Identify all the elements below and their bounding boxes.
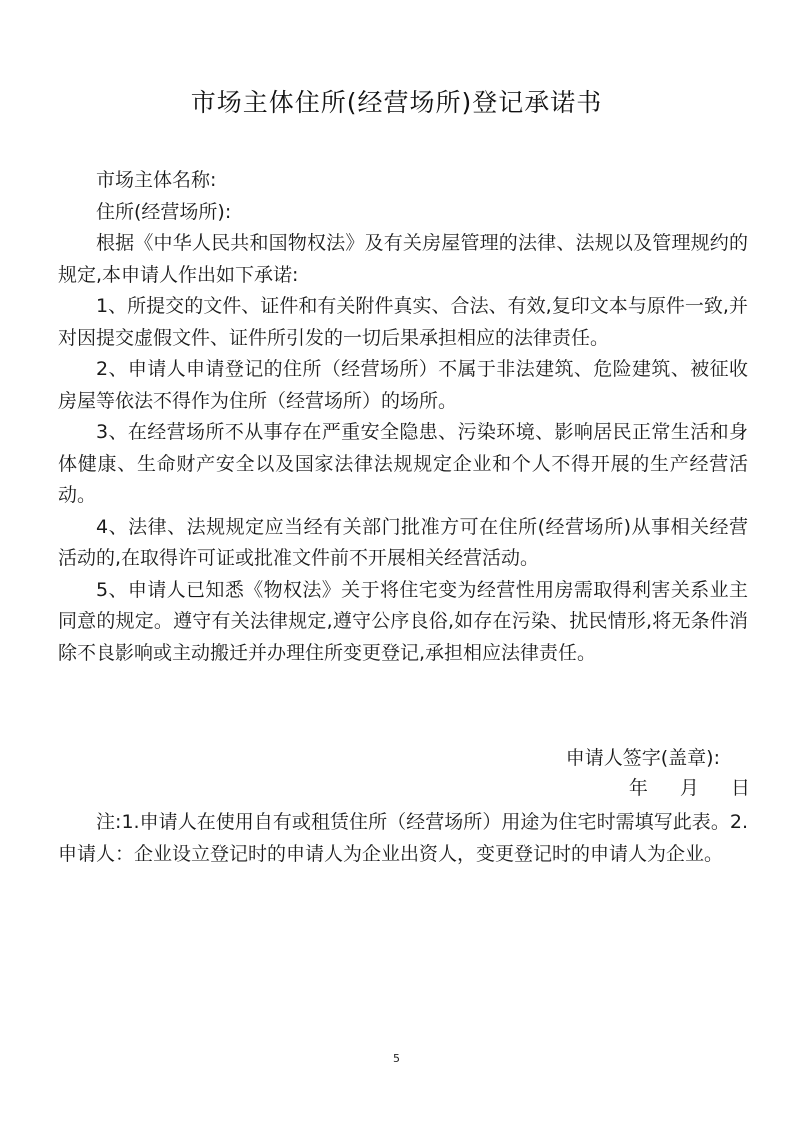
commitment-item-4: 4、法律、法规规定应当经有关部门批准方可在住所(经营场所)从事相关经营活动的,在取得许可证或批准文件前不开展相关经营活动。 <box>58 515 748 569</box>
commitment-item-5: 5、申请人已知悉《物权法》关于将住宅变为经营性用房需取得利害关系业主同意的规定。遵守有关法律规定,遵守公序良俗,如存在污染、扰民情形,将无条件消除不良影响或主动搬迁并办理住所变更登记,承担相应法律责任。 <box>58 578 748 664</box>
date-day-label: 日 <box>730 777 750 799</box>
date-year-label: 年 <box>628 777 648 799</box>
signature-label: 申请人签字(盖章): <box>565 747 720 769</box>
page-number: 5 <box>393 1052 400 1065</box>
document-body <box>58 165 748 669</box>
entity-name-label: 市场主体名称: <box>96 169 217 191</box>
commitment-item-1: 1、所提交的文件、证件和有关附件真实、合法、有效,复印文本与原件一致,并对因提交虚假文件、证件所引发的一切后果承担相应的法律责任。 <box>58 295 748 349</box>
intro-paragraph: 根据《中华人民共和国物权法》及有关房屋管理的法律、法规以及管理规约的规定,本申请人作出如下承诺: <box>58 232 748 286</box>
commitment-item-2: 2、申请人申请登记的住所（经营场所）不属于非法建筑、危险建筑、被征收房屋等依法不得作为住所（经营场所）的场所。 <box>58 358 748 412</box>
address-label: 住所(经营场所): <box>96 200 232 223</box>
document-title: 市场主体住所(经营场所)登记承诺书 <box>190 88 603 117</box>
commitment-item-3: 3、在经营场所不从事存在严重安全隐患、污染环境、影响居民正常生活和身体健康、生命财产安全以及国家法律法规规定企业和个人不得开展的生产经营活动。 <box>58 421 748 506</box>
date-line <box>0 773 750 803</box>
date-month-label: 月 <box>679 777 699 799</box>
footnote: 注:1.申请人在使用自有或租赁住所（经营场所）用途为住宅时需填写此表。2.申请人：企业设立登记时的申请人为企业出资人，变更登记时的申请人为企业。 <box>58 811 748 865</box>
